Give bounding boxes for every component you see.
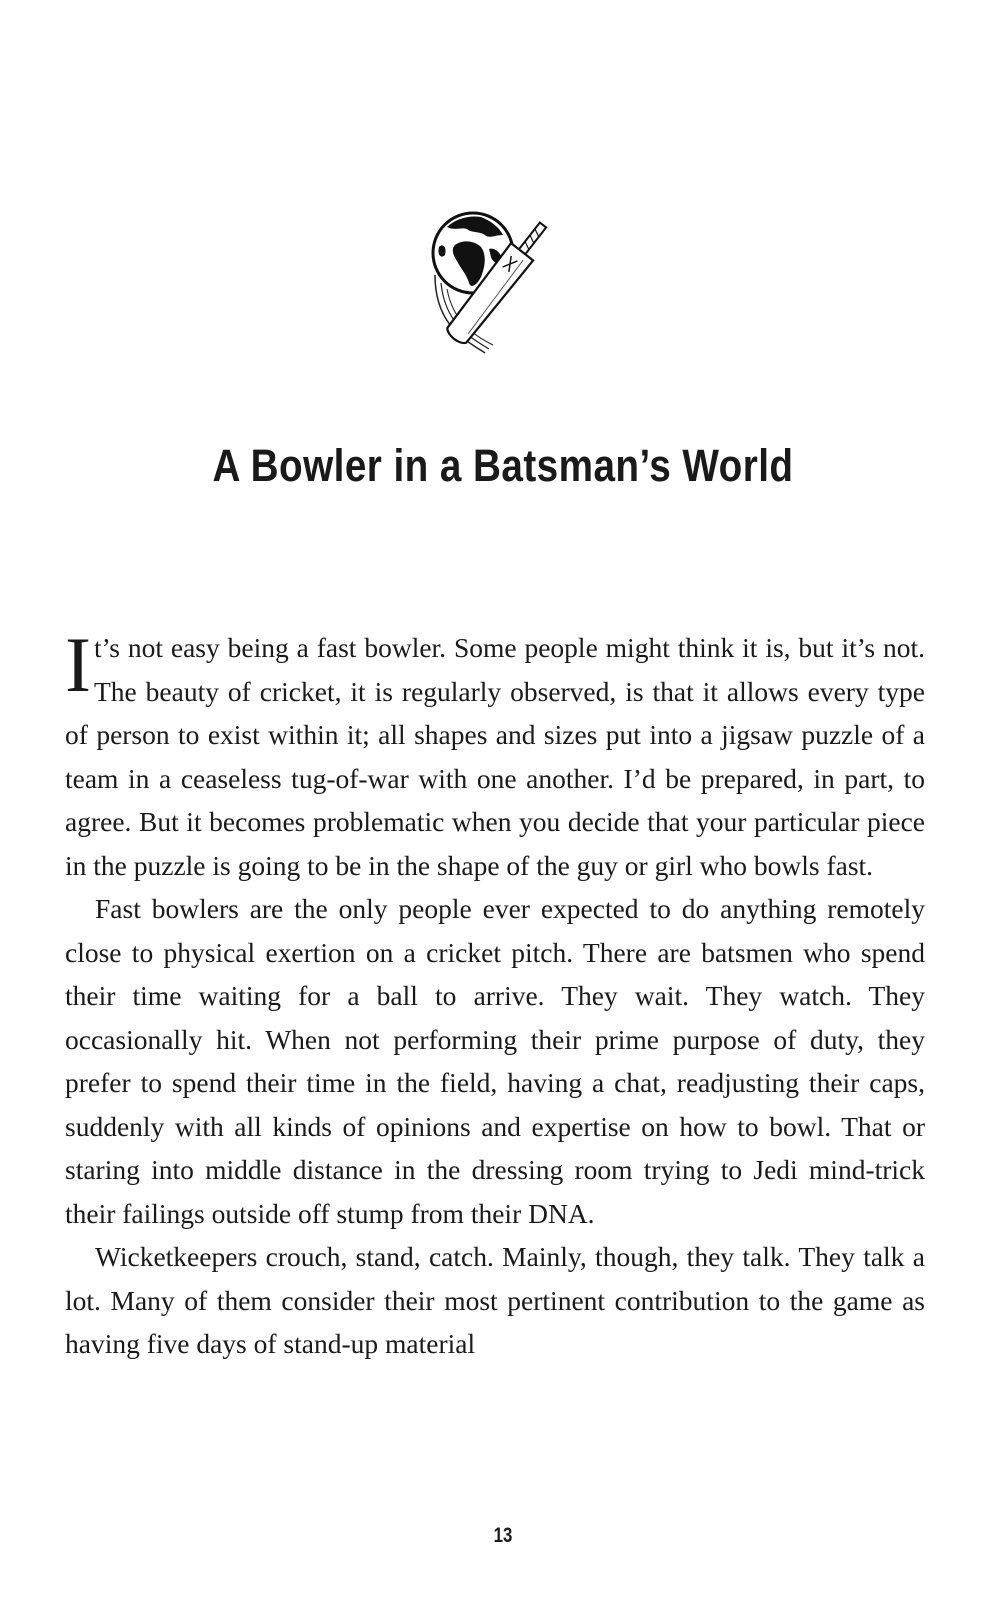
page-number: 13	[493, 1524, 513, 1547]
globe-and-cricket-bat-icon	[425, 205, 605, 395]
paragraph-3: Wicketkeepers crouch, stand, catch. Mainly, though, they talk. They talk a lot. Many of them consider their most pertinent contribution to the game as having five days of stand-up material	[65, 1241, 925, 1359]
paragraph-1-text: t’s not easy being a fast bowler. Some people might think it is, but it’s not. The beauty of cricket, it is regularly observed, is that it allows every type of person to exist within it; all shapes and sizes put into a jigsaw puzzle of a team in a ceaseless tug-of-war with one another. I’d be prepared, in part, to agree. But it becomes problematic when you decide that your particular piece in the puzzle is going to be in the shape of the guy or girl who bowls fast.	[65, 632, 925, 881]
paragraph-2: Fast bowlers are the only people ever expected to do anything remotely close to physical exertion on a cricket pitch. There are batsmen who spend their time waiting for a ball to arrive. They wait. They watch. They occasionally hit. When not performing their prime purpose of duty, they prefer to spend their time in the field, having a chat, readjusting their caps, suddenly with all kinds of opinions and expertise on how to bowl. That or staring into middle distance in the dressing room trying to Jedi mind-trick their failings outside off stump from their DNA.	[65, 893, 925, 1229]
paragraph-1	[65, 621, 925, 887]
chapter-title: A Bowler in a Batsman’s World	[212, 440, 794, 491]
chapter-body	[65, 621, 925, 1366]
drop-cap: I	[65, 621, 91, 708]
